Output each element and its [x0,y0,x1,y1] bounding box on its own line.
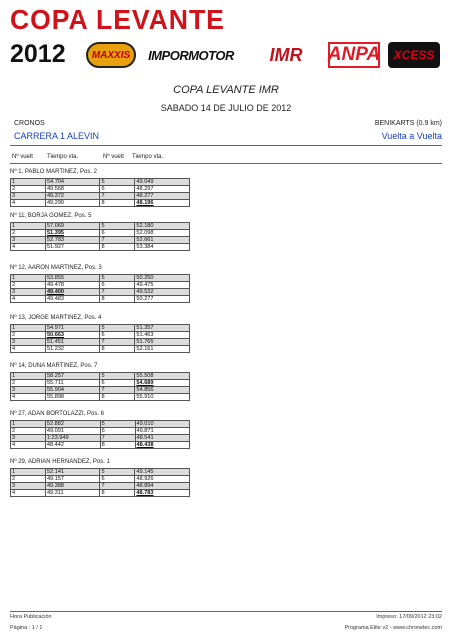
lap-row [11,237,190,244]
lap-number: 8 [100,394,135,401]
lap-time: 49.475 [135,282,190,289]
lap-row [11,339,190,346]
lap-number: 8 [100,244,135,251]
lap-time: 49.157 [45,476,100,483]
lap-time: 48.196 [135,200,190,207]
lap-row [11,282,190,289]
session-type: CRONOS [14,120,45,127]
lap-number: 7 [100,289,135,296]
driver-block [10,363,442,401]
lap-time: 49.532 [135,289,190,296]
lap-time: 55.508 [135,373,190,380]
lap-number: 7 [100,193,135,200]
lap-row [11,380,190,387]
lap-number: 4 [11,296,46,303]
driver-block [10,213,442,251]
lap-time: 49.091 [45,428,100,435]
lap-time: 54.704 [45,179,100,186]
lap-time: 52.098 [135,230,190,237]
lap-row [11,244,190,251]
lap-time: 51.232 [45,346,100,353]
lap-row [11,394,190,401]
driver-name: Nº 1, PABLO MARTINEZ, Pos. 2 [10,169,97,175]
lap-time: 49.010 [135,421,190,428]
lap-number: 1 [11,223,46,230]
lap-row [11,428,190,435]
lap-number: 2 [11,380,46,387]
lap-row [11,200,190,207]
lap-number: 3 [11,387,46,394]
lap-number: 2 [11,186,46,193]
lap-time: 54.689 [135,380,190,387]
lap-number: 4 [11,346,46,353]
lap-time: 52.141 [45,469,100,476]
lap-row [11,373,190,380]
sponsor-logo-imr: IMR [269,44,303,65]
lap-number: 3 [11,193,46,200]
lap-table [10,222,190,251]
lap-time: 55.904 [45,387,100,394]
lap-time: 50.250 [135,275,190,282]
col-time-2: Tiempo vta. [132,154,164,160]
lap-row [11,421,190,428]
driver-name: Nº 12, AARON MARTINEZ, Pos. 3 [10,265,102,271]
page-date: SABADO 14 DE JULIO DE 2012 [160,103,292,113]
lap-number: 3 [11,289,46,296]
lap-time: 55.898 [45,394,100,401]
page-title: COPA LEVANTE IMR [173,84,279,96]
lap-number: 5 [100,373,135,380]
lap-time: 48.541 [135,435,190,442]
lap-number: 3 [11,435,46,442]
lap-time: 49.388 [45,483,100,490]
lap-time: 49.478 [45,282,100,289]
lap-time: 58.257 [45,373,100,380]
lap-row [11,346,190,353]
lap-number: 1 [11,325,46,332]
lap-time: 48.277 [135,193,190,200]
lap-time: 55.910 [135,394,190,401]
lap-time: 51.927 [45,244,100,251]
lap-number: 6 [100,428,135,435]
lap-table [10,324,190,353]
lap-number: 7 [100,237,135,244]
lap-time: 49.372 [45,193,100,200]
lap-time: 55.711 [45,380,100,387]
divider [10,145,442,146]
lap-table [10,274,190,303]
lap-row [11,387,190,394]
col-time: Tiempo vta. [47,154,79,160]
lap-number: 7 [100,483,135,490]
sponsor-logo-maxxis: MAXXIS [86,42,136,68]
lap-number: 1 [11,421,46,428]
col-lap: Nº vuelt [12,154,33,160]
lap-number: 5 [100,325,135,332]
lap-row [11,275,190,282]
lap-time: 49.290 [45,200,100,207]
lap-number: 2 [11,332,46,339]
lap-number: 5 [100,469,135,476]
lap-number: 4 [11,200,46,207]
lap-time: 52.661 [135,237,190,244]
lap-time: 49.311 [45,490,100,497]
lap-number: 5 [100,275,135,282]
lap-table [10,178,190,207]
lap-row [11,296,190,303]
lap-time: 49.049 [135,179,190,186]
header-banner [0,0,452,76]
lap-row [11,469,190,476]
lap-time: 54.971 [45,325,100,332]
lap-time: 53.855 [45,275,100,282]
lap-row [11,476,190,483]
lap-time: 52.783 [45,237,100,244]
lap-time: 53.384 [135,244,190,251]
lap-number: 7 [100,387,135,394]
lap-number: 2 [11,282,46,289]
driver-name: Nº 11, BORJA GOMEZ, Pos. 5 [10,213,92,219]
lap-time: 49.400 [45,289,100,296]
col-lap-2: Nº vuelt [103,154,124,160]
lap-time: 51.357 [135,325,190,332]
lap-number: 4 [11,394,46,401]
lap-time: 51.395 [45,230,100,237]
lap-number: 4 [11,490,46,497]
footer-program: Programa Elite v2 - www.chronelec.com [344,625,442,631]
driver-block [10,265,442,303]
driver-name: Nº 29, ADRIAN HERNANDEZ, Pos. 1 [10,459,110,465]
lap-row [11,289,190,296]
lap-number: 8 [100,296,135,303]
lap-number: 1 [11,373,46,380]
sponsor-logo-anpa: ANPA [328,42,380,68]
lap-time: 1:23.949 [45,435,100,442]
lap-time: 50.277 [135,296,190,303]
lap-row [11,483,190,490]
lap-number: 1 [11,469,46,476]
race-name: CARRERA 1 ALEVIN [14,131,100,141]
lap-time: 49.483 [45,296,100,303]
lap-number: 5 [100,421,135,428]
lap-number: 3 [11,237,46,244]
lap-time: 51.463 [135,332,190,339]
lap-row [11,325,190,332]
footer-page: Página : 1 / 1 [10,625,43,631]
lap-number: 3 [11,339,46,346]
lap-table [10,468,190,497]
sponsor-logo-impormotor: IMPORMOTOR [148,47,234,63]
lap-time: 48.442 [45,442,100,449]
driver-name: Nº 27, ADAN BORTOLAZZI, Pos. 6 [10,411,105,417]
lap-time: 49.145 [135,469,190,476]
lap-time: 52.180 [135,223,190,230]
lap-time: 50.663 [45,332,100,339]
divider [10,163,442,164]
lap-number: 2 [11,428,46,435]
lap-table [10,420,190,449]
driver-name: Nº 14, DUNA MARTINEZ, Pos. 7 [10,363,98,369]
lap-number: 6 [100,230,135,237]
driver-name: Nº 13, JORGE MARTINEZ, Pos. 4 [10,315,102,321]
lap-number: 2 [11,476,46,483]
driver-block [10,315,442,353]
lap-number: 6 [100,380,135,387]
divider [10,611,442,612]
lap-number: 8 [100,346,135,353]
lap-time: 54.856 [135,387,190,394]
lap-time: 48.783 [135,490,190,497]
lap-number: 5 [100,179,135,186]
lap-number: 7 [100,435,135,442]
banner-year: 2012 [10,40,66,68]
footer-publication: Hora Publicación [10,614,52,620]
driver-block [10,169,442,207]
lap-table [10,372,190,401]
sponsor-logo-xcess: XCESS [388,42,440,68]
driver-block [10,459,442,497]
lap-row [11,193,190,200]
lap-number: 8 [100,490,135,497]
lap-row [11,442,190,449]
lap-number: 6 [100,332,135,339]
lap-row [11,223,190,230]
footer-printed: Impreso: 17/09/2012 23:02 [376,614,442,620]
lap-time: 52.882 [45,421,100,428]
lap-number: 5 [100,223,135,230]
lap-number: 8 [100,200,135,207]
lap-time: 51.451 [45,339,100,346]
lap-number: 4 [11,244,46,251]
lap-row [11,435,190,442]
lap-number: 3 [11,483,46,490]
circuit-name: BENIKARTS (0.9 km) [374,120,442,127]
lap-number: 6 [100,186,135,193]
lap-number: 4 [11,442,46,449]
lap-time: 48.894 [135,483,190,490]
lap-number: 6 [100,476,135,483]
banner-title: COPA LEVANTE [10,4,225,35]
driver-block [10,411,442,449]
lap-time: 49.871 [135,428,190,435]
lap-row [11,230,190,237]
lap-time: 57.069 [45,223,100,230]
lap-number: 8 [100,442,135,449]
lap-time: 51.765 [135,339,190,346]
lap-number: 1 [11,275,46,282]
lap-time: 48.926 [135,476,190,483]
lap-row [11,186,190,193]
lap-number: 1 [11,179,46,186]
lap-time: 48.438 [135,442,190,449]
lap-number: 7 [100,339,135,346]
lap-time: 48.297 [135,186,190,193]
lap-time: 52.161 [135,346,190,353]
lap-number: 6 [100,282,135,289]
lap-row [11,179,190,186]
lap-time: 49.568 [45,186,100,193]
lap-row [11,490,190,497]
lap-number: 2 [11,230,46,237]
race-mode: Vuelta a Vuelta [381,131,442,141]
lap-row [11,332,190,339]
